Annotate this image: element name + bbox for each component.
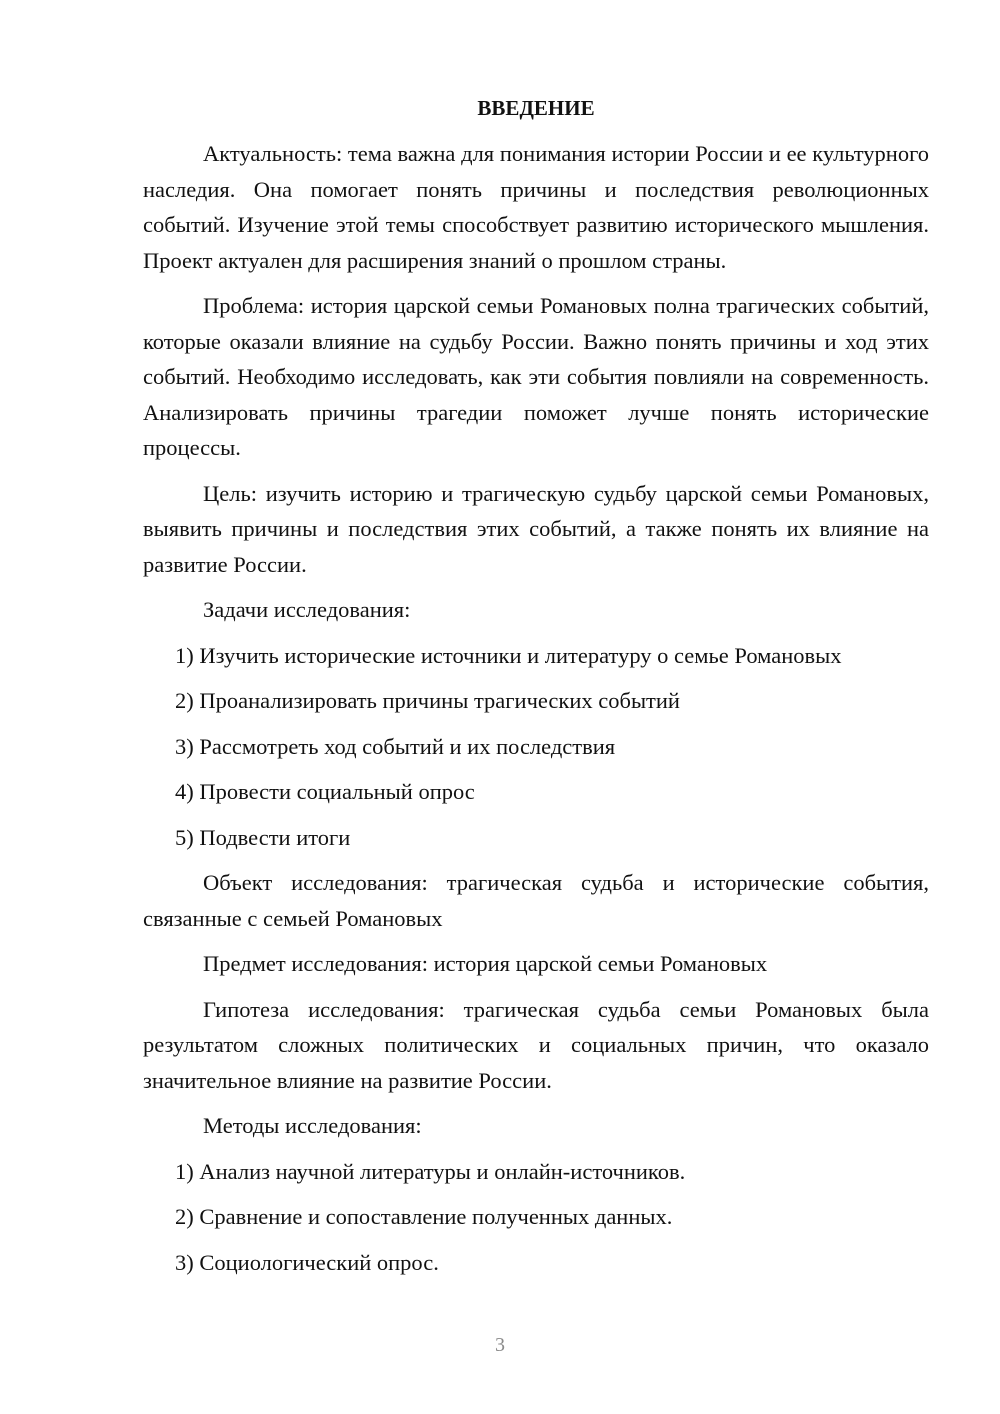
subject-paragraph: Предмет исследования: история царской семьи Романовых [203,951,768,976]
methods-label: Методы исследования: [203,1113,422,1138]
methods-list [143,1154,929,1281]
task-item: 1) Изучить исторические источники и литературу о семье Романовых [175,642,842,668]
task-item: 2) Проанализировать причины трагических событий [175,688,680,713]
object-paragraph: Объект исследования: трагическая судьба и исторические события, связанные с семьей Романовых [143,870,929,931]
tasks-label: Задачи исследования: [203,597,411,622]
task-item: 4) Провести социальный опрос [175,779,475,804]
relevance-paragraph: Актуальность: тема важна для понимания истории России и ее культурного наследия. Она помогает понять причины и последствия революционных событий. Изучение этой темы способствует развитию исторического мышления. Проект актуален для расширения знаний о прошлом страны. [143,141,929,273]
problem-paragraph: Проблема: история царской семьи Романовых полна трагических событий, которые оказали влияние на судьбу России. Важно понять причины и ход этих событий. Необходимо исследовать, как эти события повлияли на современность. Анализировать причины трагедии поможет лучше понять исторические процессы. [143,293,929,460]
task-item: 3) Рассмотреть ход событий и их последствия [175,733,616,759]
section-title: ВВЕДЕНИЕ [477,96,595,120]
page-number: 3 [495,1334,505,1356]
task-item: 5) Подвести итоги [175,824,351,850]
goal-paragraph: Цель: изучить историю и трагическую судьбу царской семьи Романовых, выявить причины и последствия этих событий, а также понять их влияние на развитие России. [143,480,929,577]
hypothesis-paragraph: Гипотеза исследования: трагическая судьба семьи Романовых была результатом сложных политических и социальных причин, что оказало значительное влияние на развитие России. [143,996,929,1093]
method-item: 1) Анализ научной литературы и онлайн-источников. [175,1158,686,1184]
page-content [143,94,929,1290]
method-item: 2) Сравнение и сопоставление полученных данных. [175,1204,673,1229]
tasks-list [143,638,929,856]
method-item: 3) Социологический опрос. [175,1249,439,1275]
